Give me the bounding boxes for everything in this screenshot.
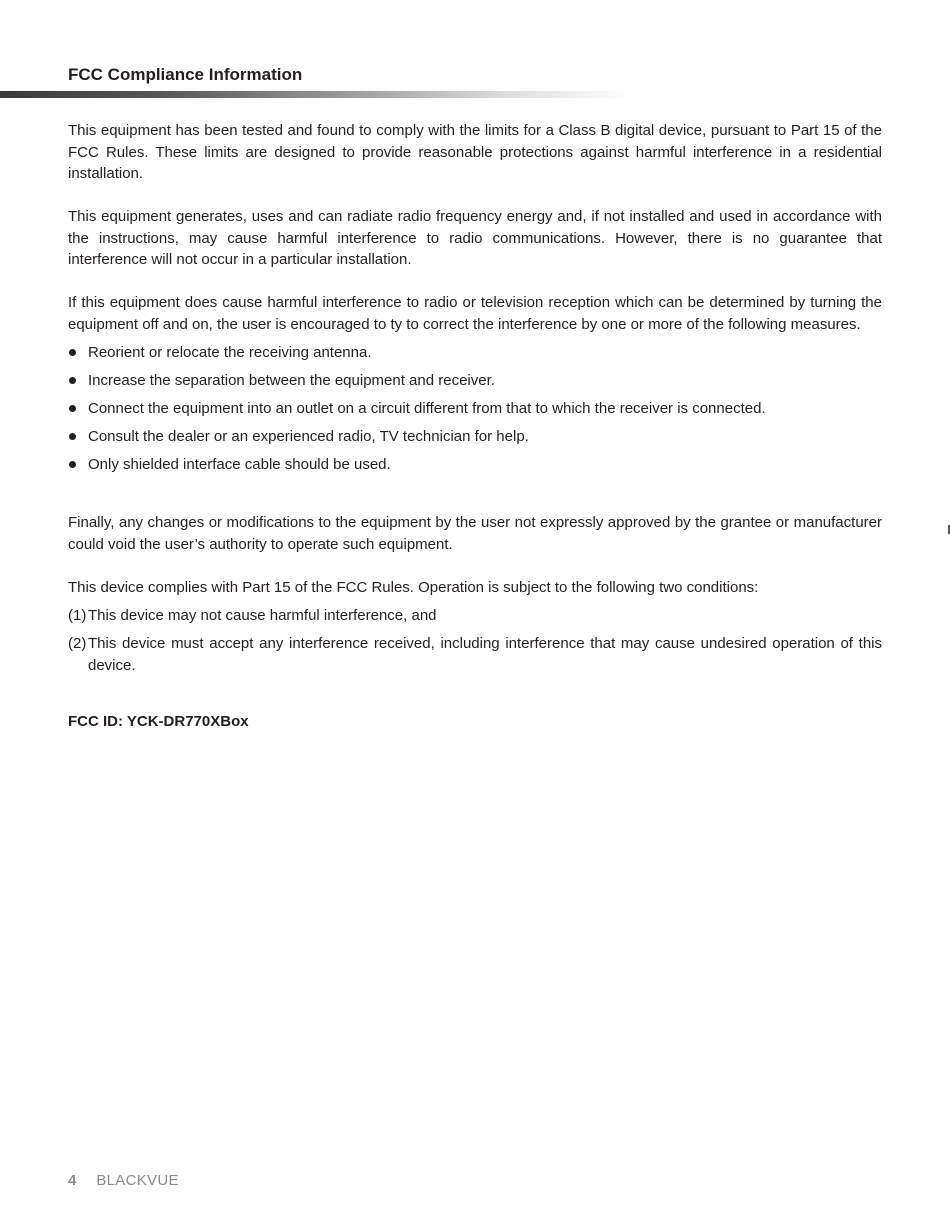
page-number: 4 [68,1172,77,1189]
list-item: (2) This device must accept any interference received, including interference that may cause undesired operation of this device. [68,635,882,674]
paragraph-modifications: Finally, any changes or modifications to the equipment by the user not expressly approved by the grantee or manufacturer could void the user’s authority to operate such equipment. [68,514,882,553]
bullet-icon [69,433,76,440]
page-footer [68,1171,179,1191]
conditions-list [68,605,882,676]
list-item: Consult the dealer or an experienced radio, TV technician for help. [68,426,882,448]
measures-list [68,342,882,476]
list-item: Reorient or relocate the receiving antenna. [68,342,882,364]
paragraph-class-b-compliance: This equipment has been tested and found to comply with the limits for a Class B digital device, pursuant to Part 15 of the FCC Rules. These limits are designed to provide reasonable protections against harmful interference in a residential installation. [68,122,882,182]
bullet-icon [69,377,76,384]
title-gradient-rule [0,91,630,98]
brand-name: BLACKVUE [96,1172,179,1189]
list-item: Only shielded interface cable should be used. [68,454,882,476]
bullet-icon [69,405,76,412]
list-item: (1) This device may not cause harmful interference, and [68,607,437,624]
bullet-icon [69,461,76,468]
paragraph-rf-energy: This equipment generates, uses and can radiate radio frequency energy and, if not installed and used in accordance with the instructions, may cause harmful interference to radio communications. However, there is no guarantee that interference will not occur in a particular installation. [68,208,882,268]
list-item: Connect the equipment into an outlet on a circuit different from that to which the receiver is connected. [68,398,882,420]
list-item: Increase the separation between the equipment and receiver. [68,370,882,392]
document-body [68,120,882,732]
section-title: FCC Compliance Information [68,65,303,84]
paragraph-part15-conditions: This device complies with Part 15 of the FCC Rules. Operation is subject to the following two conditions: [68,578,759,596]
fcc-id: FCC ID: YCK-DR770XBox [68,712,249,730]
bullet-icon [69,349,76,356]
paragraph-interference-measures: If this equipment does cause harmful interference to radio or television reception which can be determined by turning the equipment off and on, the user is encouraged to ty to correct the interference by one or more of the following measures. [68,294,882,333]
